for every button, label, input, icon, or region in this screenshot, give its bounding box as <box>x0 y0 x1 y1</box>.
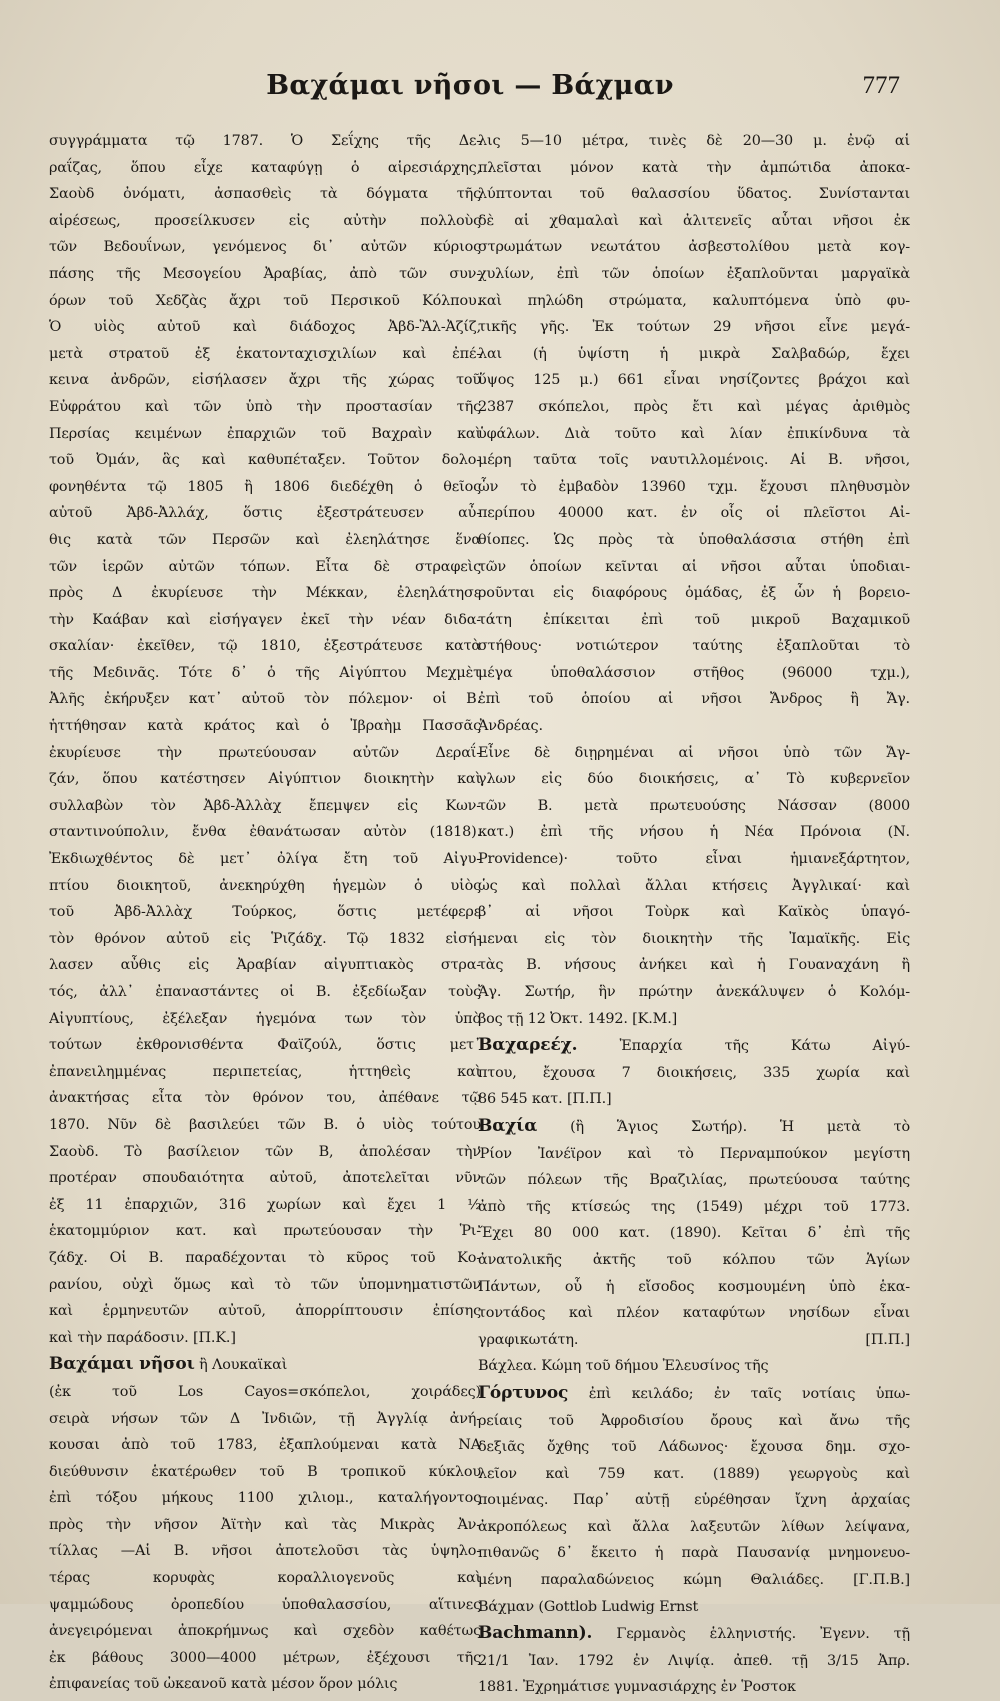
text-line: Ἀνδρέας. <box>478 718 543 735</box>
text-line: ἐκ βάθους 3000—4000 μέτρων, ἐξέχουσι τῆς <box>49 1649 481 1666</box>
text-line: περίπου 40000 κατ. ἐν οἷς οἱ πλεῖστοι Αἰ- <box>478 505 910 522</box>
left-column <box>49 128 481 1698</box>
text-line: μεναι εἰς τὸν διοικητὴν τῆς Ἰαμαϊκῆς. Εἰς <box>478 930 910 947</box>
text-line: σειρὰ νήσων τῶν Δ Ἰνδιῶν, τῇ Ἀγγλίᾳ ἀνή- <box>49 1410 481 1427</box>
text-line: Providence)· τοῦτο εἶναι ἡμιανεξάρτητον, <box>478 851 910 868</box>
text-line: ρανίου, οὐχὶ ὅμως καὶ τὸ τῶν ὑπομνηματιστῶν <box>49 1276 481 1293</box>
text-line: λαι (ἡ ὑψίστη ἡ μικρὰ Σαλβαδώρ, ἔχει <box>478 345 910 362</box>
text-line: τοῦ Ἀβδ-Ἀλλὰχ Τούρκος, ὅστις μετέφερε <box>49 904 481 921</box>
headword: Βαχαρεέχ. <box>478 1035 578 1056</box>
text-line: (ἐκ τοῦ Los Cayos=σκόπελοι, χοιράδες) <box>49 1383 481 1400</box>
text-line: ἀνεγειρόμεναι ἀποκρήμνως καὶ σχεδὸν καθέτως <box>49 1623 481 1640</box>
text-line: τικῆς γῆς. Ἐκ τούτων 29 νῆσοι εἶνε μεγά- <box>478 319 910 336</box>
text-line: θίοπες. Ὡς πρὸς τὰ ὑποθαλάσσια στήθη ἐπὶ <box>478 531 910 548</box>
text-line: ἐπανειλημμένας περιπετείας, ἡττηθεὶς καὶ <box>49 1063 481 1080</box>
text-line: τοντάδος καὶ πλέον καταφύτων νησίδων εἶναι <box>478 1305 910 1322</box>
text-line: πιθανῶς δ᾽ ἔκειτο ἡ παρὰ Παυσανίᾳ μνημονευο- <box>478 1545 910 1562</box>
text-line: Περσίας κειμένων ἐπαρχιῶν τοῦ Βαχραὶν καὶ <box>49 425 481 442</box>
headword: Γόρτυνος <box>478 1382 569 1403</box>
text-line: ψαμμώδους ὀροπεδίου ὑποθαλασσίου, αἵτινες <box>49 1596 481 1613</box>
right-column <box>478 128 910 1701</box>
text-line: ποιμένας. Παρ᾽ αὐτῇ εὑρέθησαν ἴχνη ἀρχαίας <box>478 1492 910 1509</box>
text-line: συγγράμματα τῷ 1787. Ὁ Σεΐχης τῆς Δε- <box>49 133 481 149</box>
text-line: δεξιᾶς ὄχθης τοῦ Λάδωνος· ἔχουσα δημ. σχο- <box>478 1439 910 1456</box>
text-line: Σαοὺδ. Τὸ βασίλειον τῶν Β, ἀπολέσαν τὴν <box>49 1143 481 1160</box>
text-line: Πάντων, οὗ ἡ εἴσοδος κοσμουμένη ὑπὸ ἑκα- <box>478 1278 910 1295</box>
text-line: τῆς Μεδινᾶς. Τότε δ᾽ ὁ τῆς Αἰγύπτου Μεχμὲτ <box>49 664 481 681</box>
text-line: Γόρτυνος ἐπὶ κειλάδο; ἐν ταῖς νοτίαις ὑπω- <box>478 1382 910 1403</box>
text-line: φονηθέντα τῷ 1805 ἢ 1806 διεδέχθη ὁ θεῖος <box>49 478 481 495</box>
text-line: βος τῇ 12 Ὀκτ. 1492. [Κ.Μ.] <box>478 1010 678 1027</box>
text-line: β᾽ αἱ νῆσοι Τοὺρκ καὶ Καϊκὸς ὑπαγό- <box>478 904 910 921</box>
text-line: Αἰγυπτίους, ἐξέλεξαν ἡγεμόνα των τὸν ὑπὸ <box>49 1010 481 1027</box>
text-line: 1870. Νῦν δὲ βασιλεύει τῶν Β. ὁ υἱὸς τούτου <box>49 1116 481 1133</box>
text-line: πάσης τῆς Μεσογείου Ἀραβίας, ἀπὸ τῶν συν- <box>49 265 481 282</box>
text-line: ἐπιφανείας τοῦ ὠκεανοῦ κατὰ μέσον ὅρον μόλις <box>49 1676 398 1693</box>
headword: Βαχία <box>478 1115 538 1136</box>
text-line: ραΐζας, ὅπου εἶχε καταφύγῃ ὁ αἱρεσιάρχης, <box>49 159 481 176</box>
text-line: μέρη ταῦτα τοῖς ναυτιλλομένοις. Αἱ Β. νῆσοι, <box>478 452 910 469</box>
text-line: ρείαις τοῦ Ἀφροδισίου ὄρους καὶ ἄνω τῆς <box>478 1412 910 1429</box>
text-line: δὲ αἱ χθαμαλαὶ καὶ ἀλιτενεῖς αὗται νῆσοι ἐκ <box>478 212 910 229</box>
text-line: συλλαβὼν τὸν Ἀβδ-Ἀλλὰχ ἔπεμψεν εἰς Κων- <box>49 797 481 814</box>
text-line: ἐξ 11 ἐπαρχιῶν, 316 χωρίων καὶ ἔχει 1 ½ <box>49 1196 481 1213</box>
text-line: ὑφάλων. Διὰ τοῦτο καὶ λίαν ἐπικίνδυνα τὰ <box>478 425 910 442</box>
text-line: μένη παραλαδώνειος κώμη Θαλιάδες. [Γ.Π.Β.] <box>478 1572 910 1589</box>
text-line: τούτων ἐκθρονισθέντα Φαϊζούλ, ὅστις μετ᾽ <box>49 1037 481 1054</box>
text-line: ροῦνται εἰς διαφόρους ὁμάδας, ἐξ ὧν ἡ βορειο- <box>478 585 910 602</box>
text-line: στήθους· νοτιώτερον ταύτης ἐξαπλοῦται τὸ <box>478 638 910 655</box>
text-line: χυλίων, ἐπὶ τῶν ὁποίων ἐξαπλοῦνται μαργαϊκὰ <box>478 265 910 282</box>
text-line: τῶν Β. μετὰ πρωτευούσης Νάσσαν (8000 <box>478 797 910 814</box>
text-line: ἀπὸ τῆς κτίσεώς της (1549) μέχρι τοῦ 1773. <box>478 1198 910 1215</box>
text-line: μετὰ στρατοῦ ἐξ ἑκατονταχισχιλίων καὶ ἐπέ- <box>49 345 481 362</box>
text-line: κατ.) ἐπὶ τῆς νήσου ἡ Νέα Πρόνοια (Ν. <box>478 824 910 841</box>
text-line: τὰς Β. νήσους ἀνήκει καὶ ἡ Γουαναχάνη ἢ <box>478 957 910 974</box>
text-line: Βαχία (ἢ Ἅγιος Σωτήρ). Ἡ μετὰ τὸ <box>478 1115 910 1136</box>
text-line: κουσαι ἀπὸ τοῦ 1783, ἐξαπλούμεναι κατὰ ΝΑ <box>49 1437 481 1454</box>
text-line: ἐπὶ τοῦ ὁποίου αἱ νῆσοι Ἄνδρος ἢ Ἄγ. <box>478 691 910 708</box>
text-line: ἐκυρίευσε τὴν πρωτεύουσαν αὐτῶν Δεραΐ- <box>49 744 481 761</box>
text-line: λεῖον καὶ 759 κατ. (1889) γεωργοὺς καὶ <box>478 1465 910 1482</box>
text-line: Ῥίον Ἰανέϊρον καὶ τὸ Περναμπούκον μεγίστη <box>478 1145 910 1162</box>
text-line: 21/1 Ἰαν. 1792 ἐν Λιψίᾳ. ἀπεθ. τῇ 3/15 Ἀπρ. <box>478 1652 910 1669</box>
text-line: λασεν αὖθις εἰς Ἀραβίαν αἰγυπτιακὸς στρα- <box>49 957 481 974</box>
text-line: λύπτονται τοῦ θαλασσίου ὕδατος. Συνίστανται <box>478 186 910 203</box>
text-line: πρὸς Δ ἐκυρίευσε τὴν Μέκκαν, ἐλεηλάτησε <box>49 585 481 602</box>
text-line: μέγα ὑποθαλάσσιον στῆθος (96000 τχμ.), <box>478 664 910 681</box>
text-line: καὶ ἑρμηνευτῶν αὐτοῦ, ἀπορρίπτουσιν ἐπίσης <box>49 1303 481 1320</box>
text-line: τάτη ἐπίκειται ἐπὶ τοῦ μικροῦ Βαχαμικοῦ <box>478 611 910 628</box>
text-line: κεινα ἀνδρῶν, εἰσήλασεν ἄχρι τῆς χώρας τοῦ <box>49 372 481 389</box>
text-line: τῶν ἱερῶν αὐτῶν τόπων. Εἶτα δὲ στραφεὶς <box>49 558 481 575</box>
text-line: Εἶνε δὲ διῃρημέναι αἱ νῆσοι ὑπὸ τῶν Ἄγ- <box>478 744 910 761</box>
text-line: πτίου διοικητοῦ, ἀνεκηρύχθη ἡγεμὼν ὁ υἱὸς <box>49 877 481 894</box>
text-line: πρὸς τὴν νῆσον Ἀϊτὴν καὶ τὰς Μικρὰς Ἀν- <box>49 1516 481 1533</box>
text-line: Ἄγ. Σωτήρ, ἣν πρώτην ἀνεκάλυψεν ὁ Κολόμ- <box>478 984 910 1000</box>
text-line: τοῦ Ὀμάν, ἃς καὶ καθυπέταξεν. Τοῦτον δολο- <box>49 452 481 469</box>
text-line: Ὁ υἱὸς αὐτοῦ καὶ διάδοχος Ἀβδ-Ἂλ-Ἀζίζ, <box>49 319 481 336</box>
text-line: Βαχάμαι νῆσοι ἢ Λουκαϊκαὶ <box>49 1354 288 1375</box>
text-line: ὡς καὶ πολλαὶ ἄλλαι κτήσεις Ἀγγλικαί· καὶ <box>478 877 910 894</box>
page-header <box>40 70 900 110</box>
text-line: ζάδχ. Οἱ Β. παραδέχονται τὸ κῦρος τοῦ Κο- <box>49 1249 481 1266</box>
text-line: τῶν ὁποίων κεῖνται αἱ νῆσοι αὗται ὑποδιαι- <box>478 558 910 575</box>
text-line: Ἀλῆς ἐκήρυξεν κατ᾽ αὐτοῦ τὸν πόλεμον· οἱ Β. <box>49 691 481 708</box>
text-line: πτου, ἔχουσα 7 διοικήσεις, 335 χωρία καὶ <box>478 1064 910 1081</box>
text-line: ἐπὶ τόξου μήκους 1100 χιλιομ., καταλήγοντος <box>49 1490 481 1507</box>
text-line: τός, ἀλλ᾽ ἐπαναστάντες οἱ Β. ἐξεδίωξαν τοὺς <box>49 984 481 1000</box>
text-line: πλεῖσται μόνον κατὰ τὴν ἀμπώτιδα ἀποκα- <box>478 159 910 176</box>
text-line: ζάν, ὅπου κατέστησεν Αἰγύπτιον διοικητὴν καὶ <box>49 771 481 788</box>
text-line: καὶ πηλώδη στρώματα, καλυπτόμενα ὑπὸ φυ- <box>478 292 910 309</box>
text-line: διεύθυνσιν ἑκατέρωθεν τοῦ Β τροπικοῦ κύκλου <box>49 1463 481 1480</box>
text-line: Βάχμαν (Gottlob Ludwig Ernst <box>478 1598 699 1615</box>
text-line: Bachmann). Γερμανὸς ἑλληνιστής. Ἐγενν. τῇ <box>478 1623 910 1644</box>
headword: Bachmann). <box>478 1623 593 1644</box>
text-line: ἀνακτήσας εἶτα τὸν θρόνον του, ἀπέθανε τῷ <box>49 1090 481 1107</box>
text-line: γλων εἰς δύο διοικήσεις, α᾽ Τὸ κυβερνεῖον <box>478 771 910 788</box>
text-line: ὕψος 125 μ.) 661 εἶναι νησίζοντες βράχοι καὶ <box>478 372 910 389</box>
text-line: 86 545 κατ. [Π.Π.] <box>478 1091 612 1108</box>
text-line: Ἔχει 80 000 κατ. (1890). Κεῖται δ᾽ ἐπὶ τῆς <box>478 1225 910 1242</box>
page-number: 777 <box>862 72 900 99</box>
text-line: στρωμάτων νεωτάτου ἀσβεστολίθου μετὰ κογ- <box>478 239 910 256</box>
text-line: αἱρέσεως, προσείλκυσεν εἰς αὐτὴν πολλοὺς <box>49 212 481 229</box>
text-line: τίλλας —Αἱ Β. νῆσοι ἀποτελοῦσι τὰς ὑψηλο- <box>49 1543 481 1560</box>
running-head: Βαχάμαι νῆσοι — Βάχμαν <box>266 70 674 101</box>
text-line: τέρας κορυφὰς κοραλλιογενοῦς καὶ <box>49 1570 481 1587</box>
text-line: όρων τοῦ Χεδζὰς ἄχρι τοῦ Περσικοῦ Κόλπου. <box>49 292 481 309</box>
text-line: καὶ τὴν παράδοσιν. [Π.Κ.] <box>49 1329 236 1346</box>
text-line: ἑκατομμύριον κατ. καὶ πρωτεύουσαν τὴν Ῥι- <box>49 1223 481 1240</box>
text-line: σκαλίαν· ἐκεῖθεν, τῷ 1810, ἐξεστράτευσε κατὰ <box>49 638 481 655</box>
text-line: προτέραν σπουδαιότητα αὐτοῦ, ἀποτελεῖται νῦν <box>49 1170 481 1187</box>
text-line: ἀκροπόλεως καὶ ἄλλα λαξευτῶν λίθων λείψανα, <box>478 1518 910 1535</box>
text-line: Βάχλεα. Κώμη τοῦ δήμου Ἐλευσίνος τῆς <box>478 1358 769 1375</box>
text-line: ὧν τὸ ἐμβαδὸν 13960 τχμ. ἔχουσι πληθυσμὸν <box>478 478 910 495</box>
text-line: 1881. Ἐχρημάτισε γυμνασιάρχης ἐν Ῥοστοκ <box>478 1679 796 1696</box>
text-line: Ἐκδιωχθέντος δὲ μετ᾽ ὀλίγα ἔτη τοῦ Αἰγυ- <box>49 851 481 868</box>
text-line: 2387 σκόπελοι, πρὸς ἔτι καὶ μέγας ἀριθμὸς <box>478 398 910 415</box>
text-line: ἀνατολικῆς ἀκτῆς τοῦ κόλπου τῶν Ἁγίων <box>478 1251 910 1268</box>
text-line: θις κατὰ τῶν Περσῶν καὶ ἐλεηλάτησε ἕνα <box>49 531 481 548</box>
text-line: τῶν πόλεων τῆς Βραζιλίας, πρωτεύουσα ταύτης <box>478 1172 910 1189</box>
text-line: ἡττήθησαν κατὰ κράτος καὶ ὁ Ἰβραὴμ Πασσᾶς <box>49 718 481 735</box>
text-line: τὸν θρόνον αὐτοῦ εἰς Ῥιζάδχ. Τῷ 1832 εἰσή- <box>49 930 481 947</box>
text-line: Σαοὺδ ὀνόματι, ἀσπασθεὶς τὰ δόγματα τῆς <box>49 186 481 203</box>
text-line: σταντινούπολιν, ἔνθα ἐθανάτωσαν αὐτὸν (1818). <box>49 824 481 841</box>
text-line: τῶν Βεδουΐνων, γενόμενος δι᾽ αὐτῶν κύριος <box>49 239 481 256</box>
text-line: λις 5—10 μέτρα, τινὲς δὲ 20—30 μ. ἐνῷ αἱ <box>478 133 910 149</box>
headword: Βαχάμαι νῆσοι <box>49 1354 195 1375</box>
text-line: αὐτοῦ Ἀβδ-Ἀλλάχ, ὅστις ἐξεστράτευσεν αὖ- <box>49 505 481 522</box>
text-line: Βαχαρεέχ. Ἐπαρχία τῆς Κάτω Αἰγύ- <box>478 1035 910 1056</box>
text-line: γραφικωτάτη. [Π.Π.] <box>478 1331 910 1348</box>
text-line: Εὐφράτου καὶ τῶν ὑπὸ τὴν προστασίαν τῆς <box>49 398 481 415</box>
text-line: τὴν Καάβαν καὶ εἰσήγαγεν ἐκεῖ τὴν νέαν διδα- <box>49 611 481 628</box>
